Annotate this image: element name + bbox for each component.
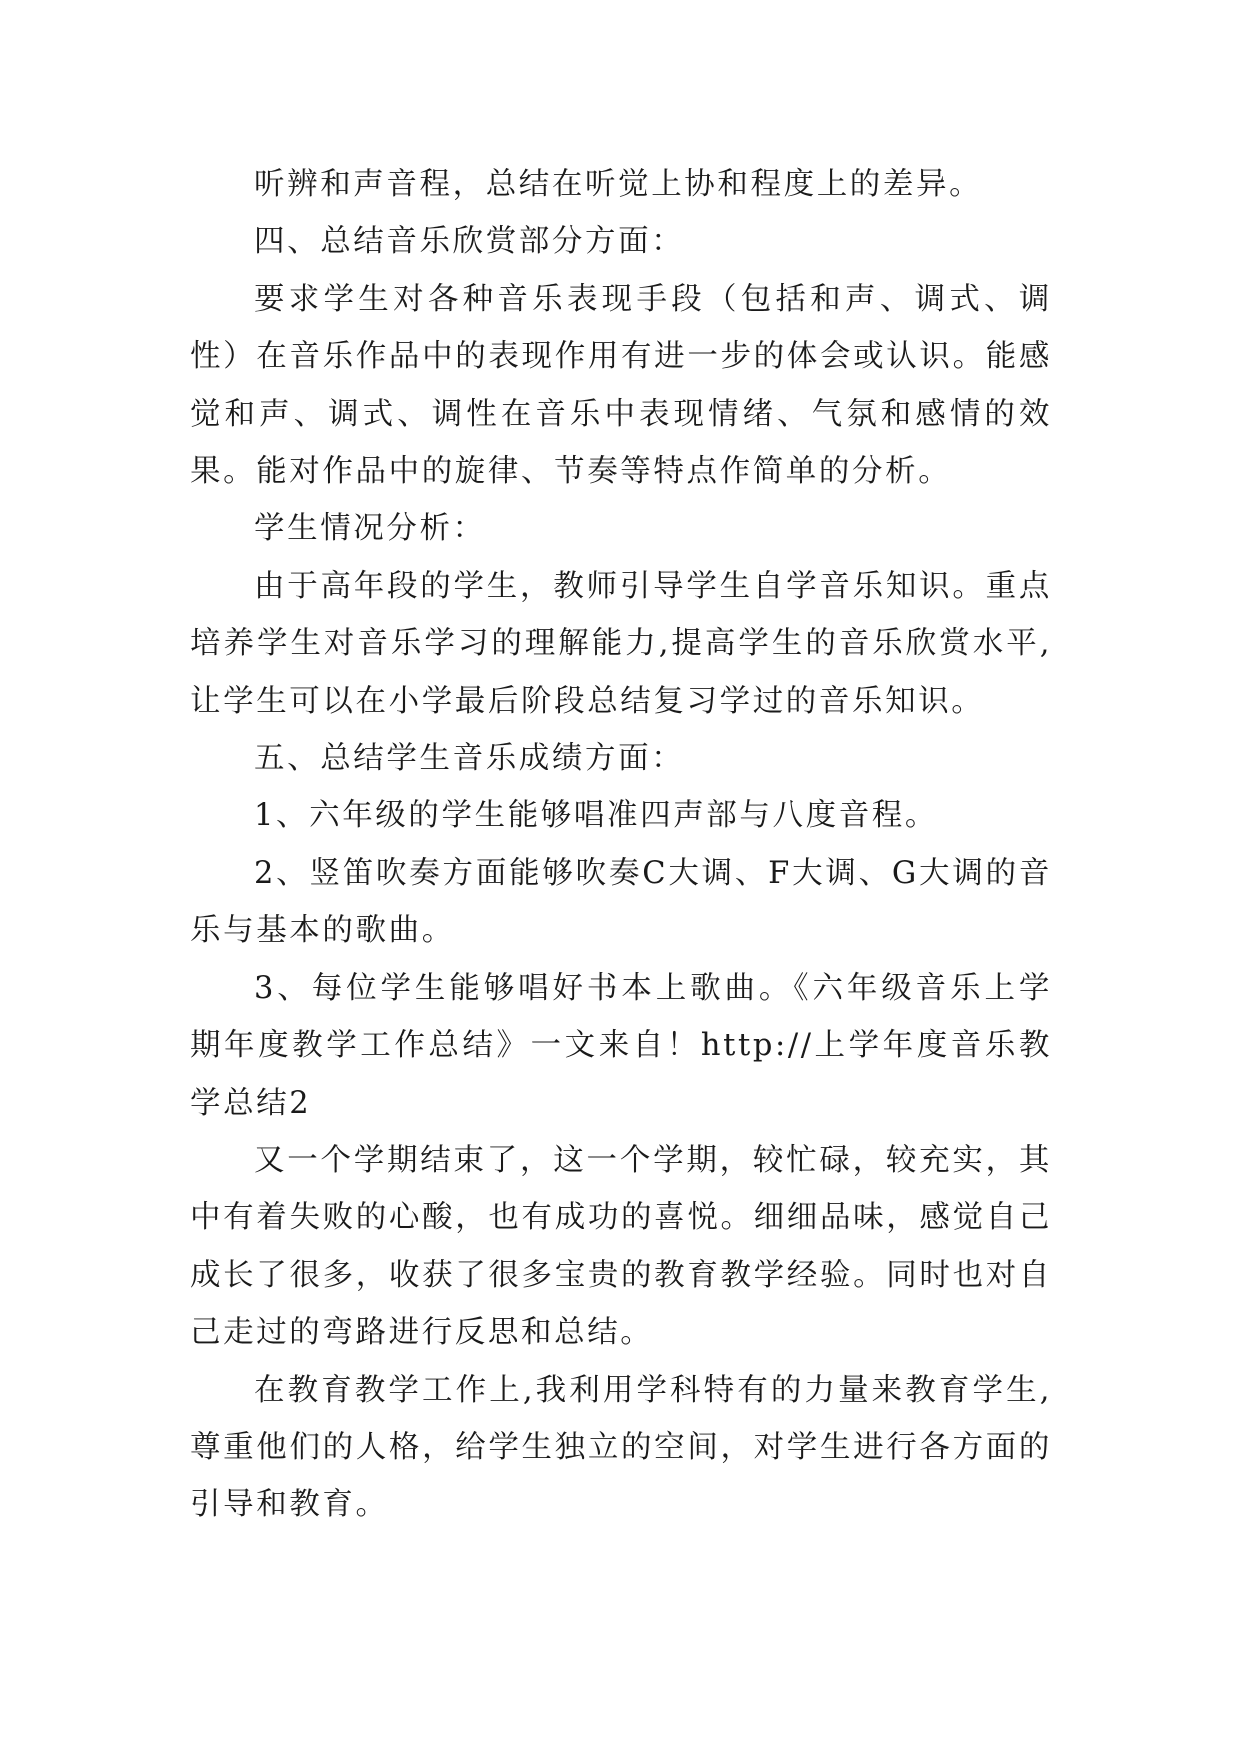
paragraph-harmony-intervals: 听辨和声音程，总结在听觉上协和程度上的差异。 — [254, 167, 983, 202]
paragraph-appreciation-requirements: 要求学生对各种音乐表现手段（包括和声、调式、调性）在音乐作品中的表现作用有进一步的体会或认识。能感觉和声、调式、调性在音乐中表现情绪、气氛和感情的效果。能对作品中的旋律、节奏等特点作简单的分析。 — [190, 281, 1052, 490]
list-item-2: 2、竖笛吹奏方面能够吹奏C大调、F大调、G大调的音乐与基本的歌曲。 — [190, 855, 1052, 949]
list-item-1: 1、六年级的学生能够唱准四声部与八度音程。 — [254, 798, 939, 834]
list-item-3: 3、每位学生能够唱好书本上歌曲。《六年级音乐上学期年度教学工作总结》一文来自！http://上学年度音乐教学总结2 — [190, 970, 1052, 1121]
document-body — [190, 156, 1052, 1534]
paragraph-teaching-work: 在教育教学工作上,我利用学科特有的力量来教育学生,尊重他们的人格，给学生独立的空间，对学生进行各方面的引导和教育。 — [190, 1372, 1052, 1523]
heading-student-analysis: 学生情况分析： — [254, 511, 486, 547]
heading-student-results: 五、总结学生音乐成绩方面： — [254, 741, 685, 777]
heading-music-appreciation: 四、总结音乐欣赏部分方面： — [254, 224, 685, 260]
paragraph-semester-reflection: 又一个学期结束了，这一个学期，较忙碌，较充实，其中有着失败的心酸，也有成功的喜悦。细细品味，感觉自己成长了很多，收获了很多宝贵的教育教学经验。同时也对自己走过的弯路进行反思和总结。 — [190, 1142, 1052, 1351]
paragraph-student-analysis: 由于高年段的学生，教师引导学生自学音乐知识。重点培养学生对音乐学习的理解能力,提高学生的音乐欣赏水平,让学生可以在小学最后阶段总结复习学过的音乐知识。 — [190, 568, 1052, 719]
